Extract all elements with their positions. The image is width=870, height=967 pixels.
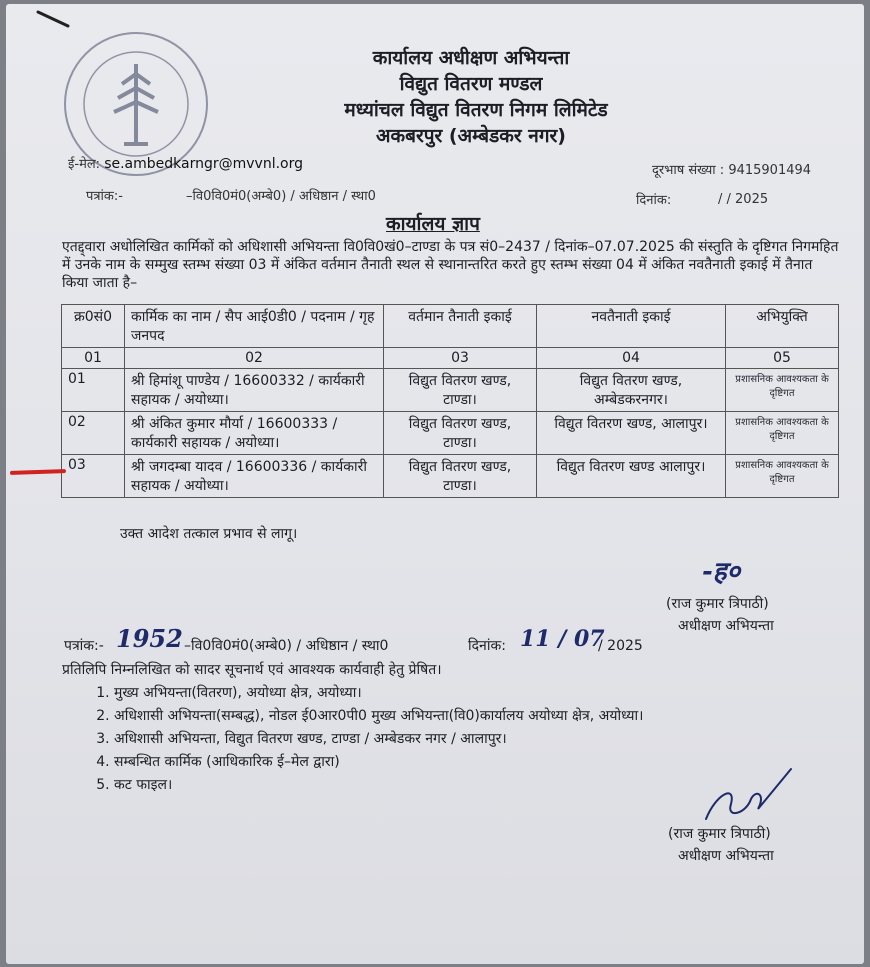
memo-title: कार्यालय ज्ञाप <box>386 213 480 235</box>
signature-initials: -ह० <box>702 557 741 587</box>
col-number: 02 <box>125 348 384 369</box>
ref-value: –वि0वि0मं0(अम्बे0) / अधिष्ठान / स्था0 <box>186 189 376 204</box>
row-serial: 02 <box>62 412 125 455</box>
list-item: 1. मुख्य अभियन्ता(वितरण), अयोध्या क्षेत्र, अयोध्या। <box>114 682 643 705</box>
signatory2-name: (राज कुमार त्रिपाठी) <box>668 826 771 842</box>
date-value: / / 2025 <box>718 192 769 207</box>
header-remark: अभियुक्ति <box>726 305 839 348</box>
copy-intro: प्रतिलिपि निम्नलिखित को सादर सूचनार्थ एवं आवश्यक कार्यवाही हेतु प्रेषित। <box>62 662 442 678</box>
effect-line: उक्त आदेश तत्काल प्रभाव से लागू। <box>120 526 298 542</box>
row-current-unit: विद्युत वितरण खण्ड, टाण्डा। <box>384 369 537 412</box>
copy-list <box>88 682 643 797</box>
transfer-table <box>61 304 839 498</box>
pen-tip-icon <box>36 8 76 30</box>
row-remark: प्रशासनिक आवश्यकता के दृष्टिगत <box>726 412 839 455</box>
phone-label: दूरभाष संख्या : <box>652 163 725 178</box>
header-corporation-name: मध्यांचल विद्युत वितरण निगम लिमिटेड <box>344 99 608 121</box>
row-current-unit: विद्युत वितरण खण्ड, टाण्डा। <box>384 412 537 455</box>
row-new-unit: विद्युत वितरण खण्ड, अम्बेडकरनगर। <box>537 369 726 412</box>
email-row <box>68 154 303 172</box>
ref2-number-handwritten: 1952 <box>116 624 183 653</box>
header-new-unit: नवतैनाती इकाई <box>537 305 726 348</box>
header-current-unit: वर्तमान तैनाती इकाई <box>384 305 537 348</box>
ref-label: पत्रांक:- <box>86 189 123 204</box>
email-label: ई-मेल: <box>68 157 101 172</box>
list-item: 4. सम्बन्धित कार्मिक (आधिकारिक ई–मेल द्वारा) <box>114 751 643 774</box>
header-employee: कार्मिक का नाम / सैप आई0डी0 / पदनाम / गृह जनपद <box>125 305 384 348</box>
header-circle-name: विद्युत वितरण मण्डल <box>399 73 543 95</box>
table-number-row <box>62 348 839 369</box>
col-number: 05 <box>726 348 839 369</box>
col-number: 04 <box>537 348 726 369</box>
col-number: 01 <box>62 348 125 369</box>
list-item: 2. अधिशासी अभियन्ता(सम्बद्ध), नोडल ई0आर0पी0 मुख्य अभियन्ता(वि0)कार्यालय अयोध्या क्षेत्र, अयोध्या। <box>114 705 643 728</box>
ref2-date-handwritten: 11 / 07 <box>520 626 605 652</box>
header-serial: क्र0सं0 <box>62 305 125 348</box>
signatory-designation: अधीक्षण अभियन्ता <box>678 618 774 634</box>
row-current-unit: विद्युत वितरण खण्ड, टाण्डा। <box>384 455 537 498</box>
header-office-name: कार्यालय अधीक्षण अभियन्ता <box>372 47 570 69</box>
row-employee: श्री हिमांशू पाण्डेय / 16600332 / कार्यकारी सहायक / अयोध्या। <box>125 369 384 412</box>
phone-value: 9415901494 <box>728 163 812 178</box>
signatory2-designation: अधीक्षण अभियन्ता <box>678 848 774 864</box>
date-label: दिनांक: <box>636 193 672 208</box>
header-location: अकबरपुर (अम्बेडकर नगर) <box>376 125 566 147</box>
ref2-date-label: दिनांक: <box>468 638 506 654</box>
ref2-value: –वि0वि0मं0(अम्बे0) / अधिष्ठान / स्था0 <box>184 638 389 654</box>
phone-row <box>652 160 811 178</box>
table-header-row <box>62 305 839 348</box>
row-employee: श्री जगदम्बा यादव / 16600336 / कार्यकारी सहायक / अयोध्या। <box>125 455 384 498</box>
row-serial: 03 <box>62 455 125 498</box>
row-remark: प्रशासनिक आवश्यकता के दृष्टिगत <box>726 369 839 412</box>
table-row <box>62 369 839 412</box>
red-highlight-mark <box>10 469 66 475</box>
signatory-name: (राज कुमार त्रिपाठी) <box>666 596 769 612</box>
list-item: 5. कट फाइल। <box>114 774 643 797</box>
ref2-date-year: / 2025 <box>598 638 643 654</box>
row-remark: प्रशासनिक आवश्यकता के दृष्टिगत <box>726 455 839 498</box>
row-employee: श्री अंकित कुमार मौर्या / 16600333 / कार्यकारी सहायक / अयोध्या। <box>125 412 384 455</box>
list-item: 3. अधिशासी अभियन्ता, विद्युत वितरण खण्ड, टाण्डा / अम्बेडकर नगर / आलापुर। <box>114 728 643 751</box>
table-row <box>62 412 839 455</box>
row-serial: 01 <box>62 369 125 412</box>
row-new-unit: विद्युत वितरण खण्ड आलापुर। <box>537 455 726 498</box>
ref2-label: पत्रांक:- <box>64 638 104 654</box>
table-row <box>62 455 839 498</box>
document-page <box>6 4 864 964</box>
email-value: se.ambedkarngr@mvvnl.org <box>104 156 303 172</box>
col-number: 03 <box>384 348 537 369</box>
row-new-unit: विद्युत वितरण खण्ड, आलापुर। <box>537 412 726 455</box>
body-paragraph: एतद्द्वारा अधोलिखित कार्मिकों को अधिशासी अभियन्ता वि0वि0खं0–टाण्डा के पत्र सं0–2437 / दिनांक–07.07.2025 की संस्तुति के दृष्टिगत निगमहित में उनके नाम के सम्मुख स्तम्भ संख्या 03 में अंकित वर्तमान तैनाती स्थल से स्थानान्तरित करते हुए स्तम्भ संख्या 04 में अंकित नवतैनाती इकाई में तैनात किया जाता है– <box>62 239 839 291</box>
